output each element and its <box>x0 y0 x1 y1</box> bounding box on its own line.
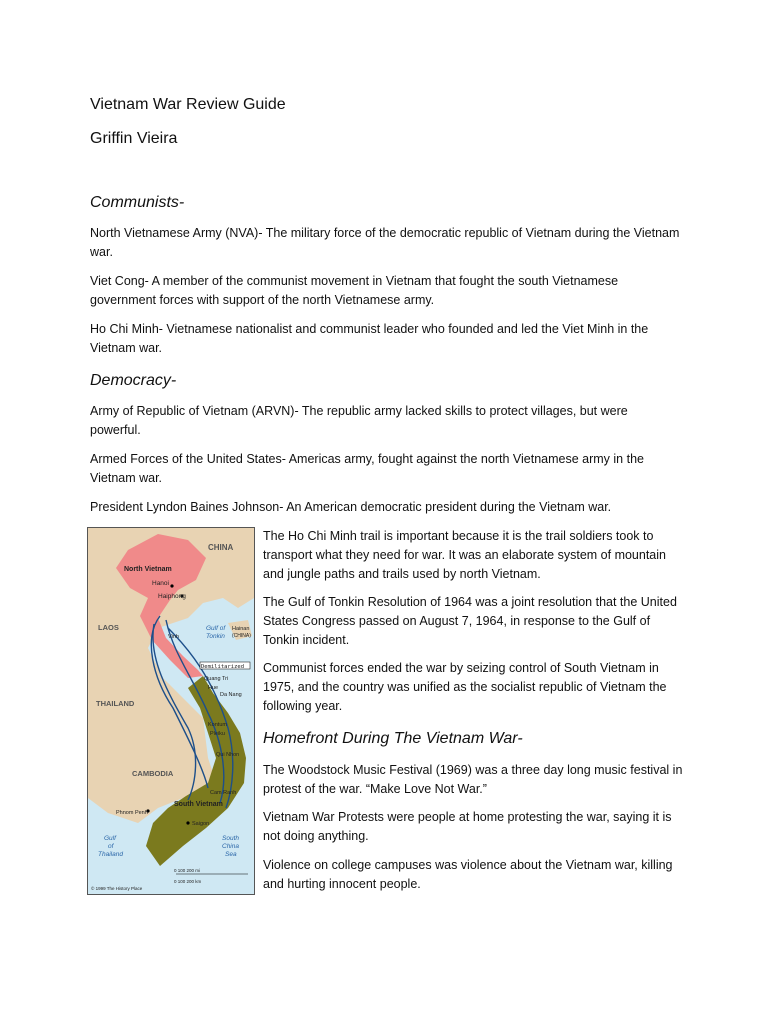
label-gulf-tonkin-2: Tonkin <box>206 633 225 640</box>
label-hainan-1: Hainan <box>232 626 250 632</box>
paragraph-lbj: President Lyndon Baines Johnson- An American democratic president during the Vietnam war. <box>90 500 612 514</box>
label-gulf-thailand-2: of <box>108 843 114 850</box>
heading-democracy: Democracy- <box>90 372 177 389</box>
label-china: CHINA <box>208 543 234 552</box>
label-scale-mi: 0 100 200 mi <box>174 868 201 873</box>
paragraph-ho-chi-minh-trail: The Ho Chi Minh trail is important because it is the trail soldiers took to transport what they need for war. It was an elaborate system of mountain and jungle paths and trails used by north Vietnam. <box>263 529 666 581</box>
paragraph-ho-chi-minh: Ho Chi Minh- Vietnamese nationalist and communist leader who founded and led the Viet Minh in the Vietnam war. <box>90 322 649 355</box>
paragraph-protests: Vietnam War Protests were people at home protesting the war, saying it is not doing anything. <box>263 810 672 843</box>
author-name: Griffin Vieira <box>90 130 178 147</box>
label-hue: Hue <box>208 685 219 691</box>
label-gulf-tonkin-1: Gulf of <box>206 625 226 632</box>
heading-homefront: Homefront During The Vietnam War- <box>263 730 523 747</box>
label-quang-tri: Quang Tri <box>204 676 229 682</box>
paragraph-viet-cong: Viet Cong- A member of the communist movement in Vietnam that fought the south Vietnamese government forces with support of the north Vietnamese army. <box>90 274 619 307</box>
label-laos: LAOS <box>98 623 119 632</box>
paragraph-arvn: Army of Republic of Vietnam (ARVN)- The republic army lacked skills to protect villages, but were powerful. <box>90 404 628 437</box>
label-vinh: Vinh <box>168 634 179 640</box>
label-cam-ranh: Cam Ranh <box>210 790 237 796</box>
label-qui-nhon: Qui Nhon <box>216 752 240 758</box>
hanoi-marker <box>170 584 173 587</box>
map-copyright: © 1999 The History Place <box>91 886 143 891</box>
label-hainan-2: (CHINA) <box>232 633 251 639</box>
label-da-nang: Da Nang <box>220 692 242 698</box>
label-kontum: Kontum <box>208 722 227 728</box>
label-cambodia: CAMBODIA <box>132 769 174 778</box>
label-north-vietnam: North Vietnam <box>124 566 172 573</box>
paragraph-nva: North Vietnamese Army (NVA)- The military force of the democratic republic of Vietnam during the Vietnam war. <box>90 226 680 259</box>
paragraph-gulf-of-tonkin: The Gulf of Tonkin Resolution of 1964 was a joint resolution that the United States Congress passed on August 7, 1964, in response to the Gulf of Tonkin incident. <box>263 595 677 647</box>
paragraph-campus-violence: Violence on college campuses was violence about the Vietnam war, killing and hurting innocent people. <box>263 858 673 891</box>
heading-communists: Communists- <box>90 194 185 211</box>
label-south-china-2: China <box>222 843 239 850</box>
label-saigon: Saigon <box>192 821 210 827</box>
document-title: Vietnam War Review Guide <box>90 96 286 113</box>
label-phnom-penh: Phnom Penh <box>116 810 148 816</box>
label-thailand: THAILAND <box>96 699 135 708</box>
label-south-china-1: South <box>222 835 239 842</box>
label-gulf-thailand-3: Thailand <box>98 851 123 858</box>
label-south-vietnam: South Vietnam <box>174 801 223 808</box>
saigon-marker <box>186 821 189 824</box>
label-scale-km: 0 100 200 km <box>174 879 202 884</box>
label-pleiku: Pleiku <box>210 731 225 737</box>
label-dmz: Demilitarized <box>201 664 245 670</box>
label-gulf-thailand-1: Gulf <box>104 835 116 842</box>
label-haiphong: Haiphong <box>158 593 186 600</box>
paragraph-us-forces: Armed Forces of the United States- Americas army, fought against the north Vietnamese army in the Vietnam war. <box>90 452 644 485</box>
paragraph-woodstock: The Woodstock Music Festival (1969) was a three day long music festival in protest of the war. “Make Love Not War.” <box>263 763 683 796</box>
vietnam-map <box>87 527 255 895</box>
label-south-china-3: Sea <box>225 851 237 858</box>
label-hanoi: Hanoi <box>152 580 169 587</box>
paragraph-war-end: Communist forces ended the war by seizing control of South Vietnam in 1975, and the country was unified as the socialist republic of Vietnam the following year. <box>263 661 667 713</box>
